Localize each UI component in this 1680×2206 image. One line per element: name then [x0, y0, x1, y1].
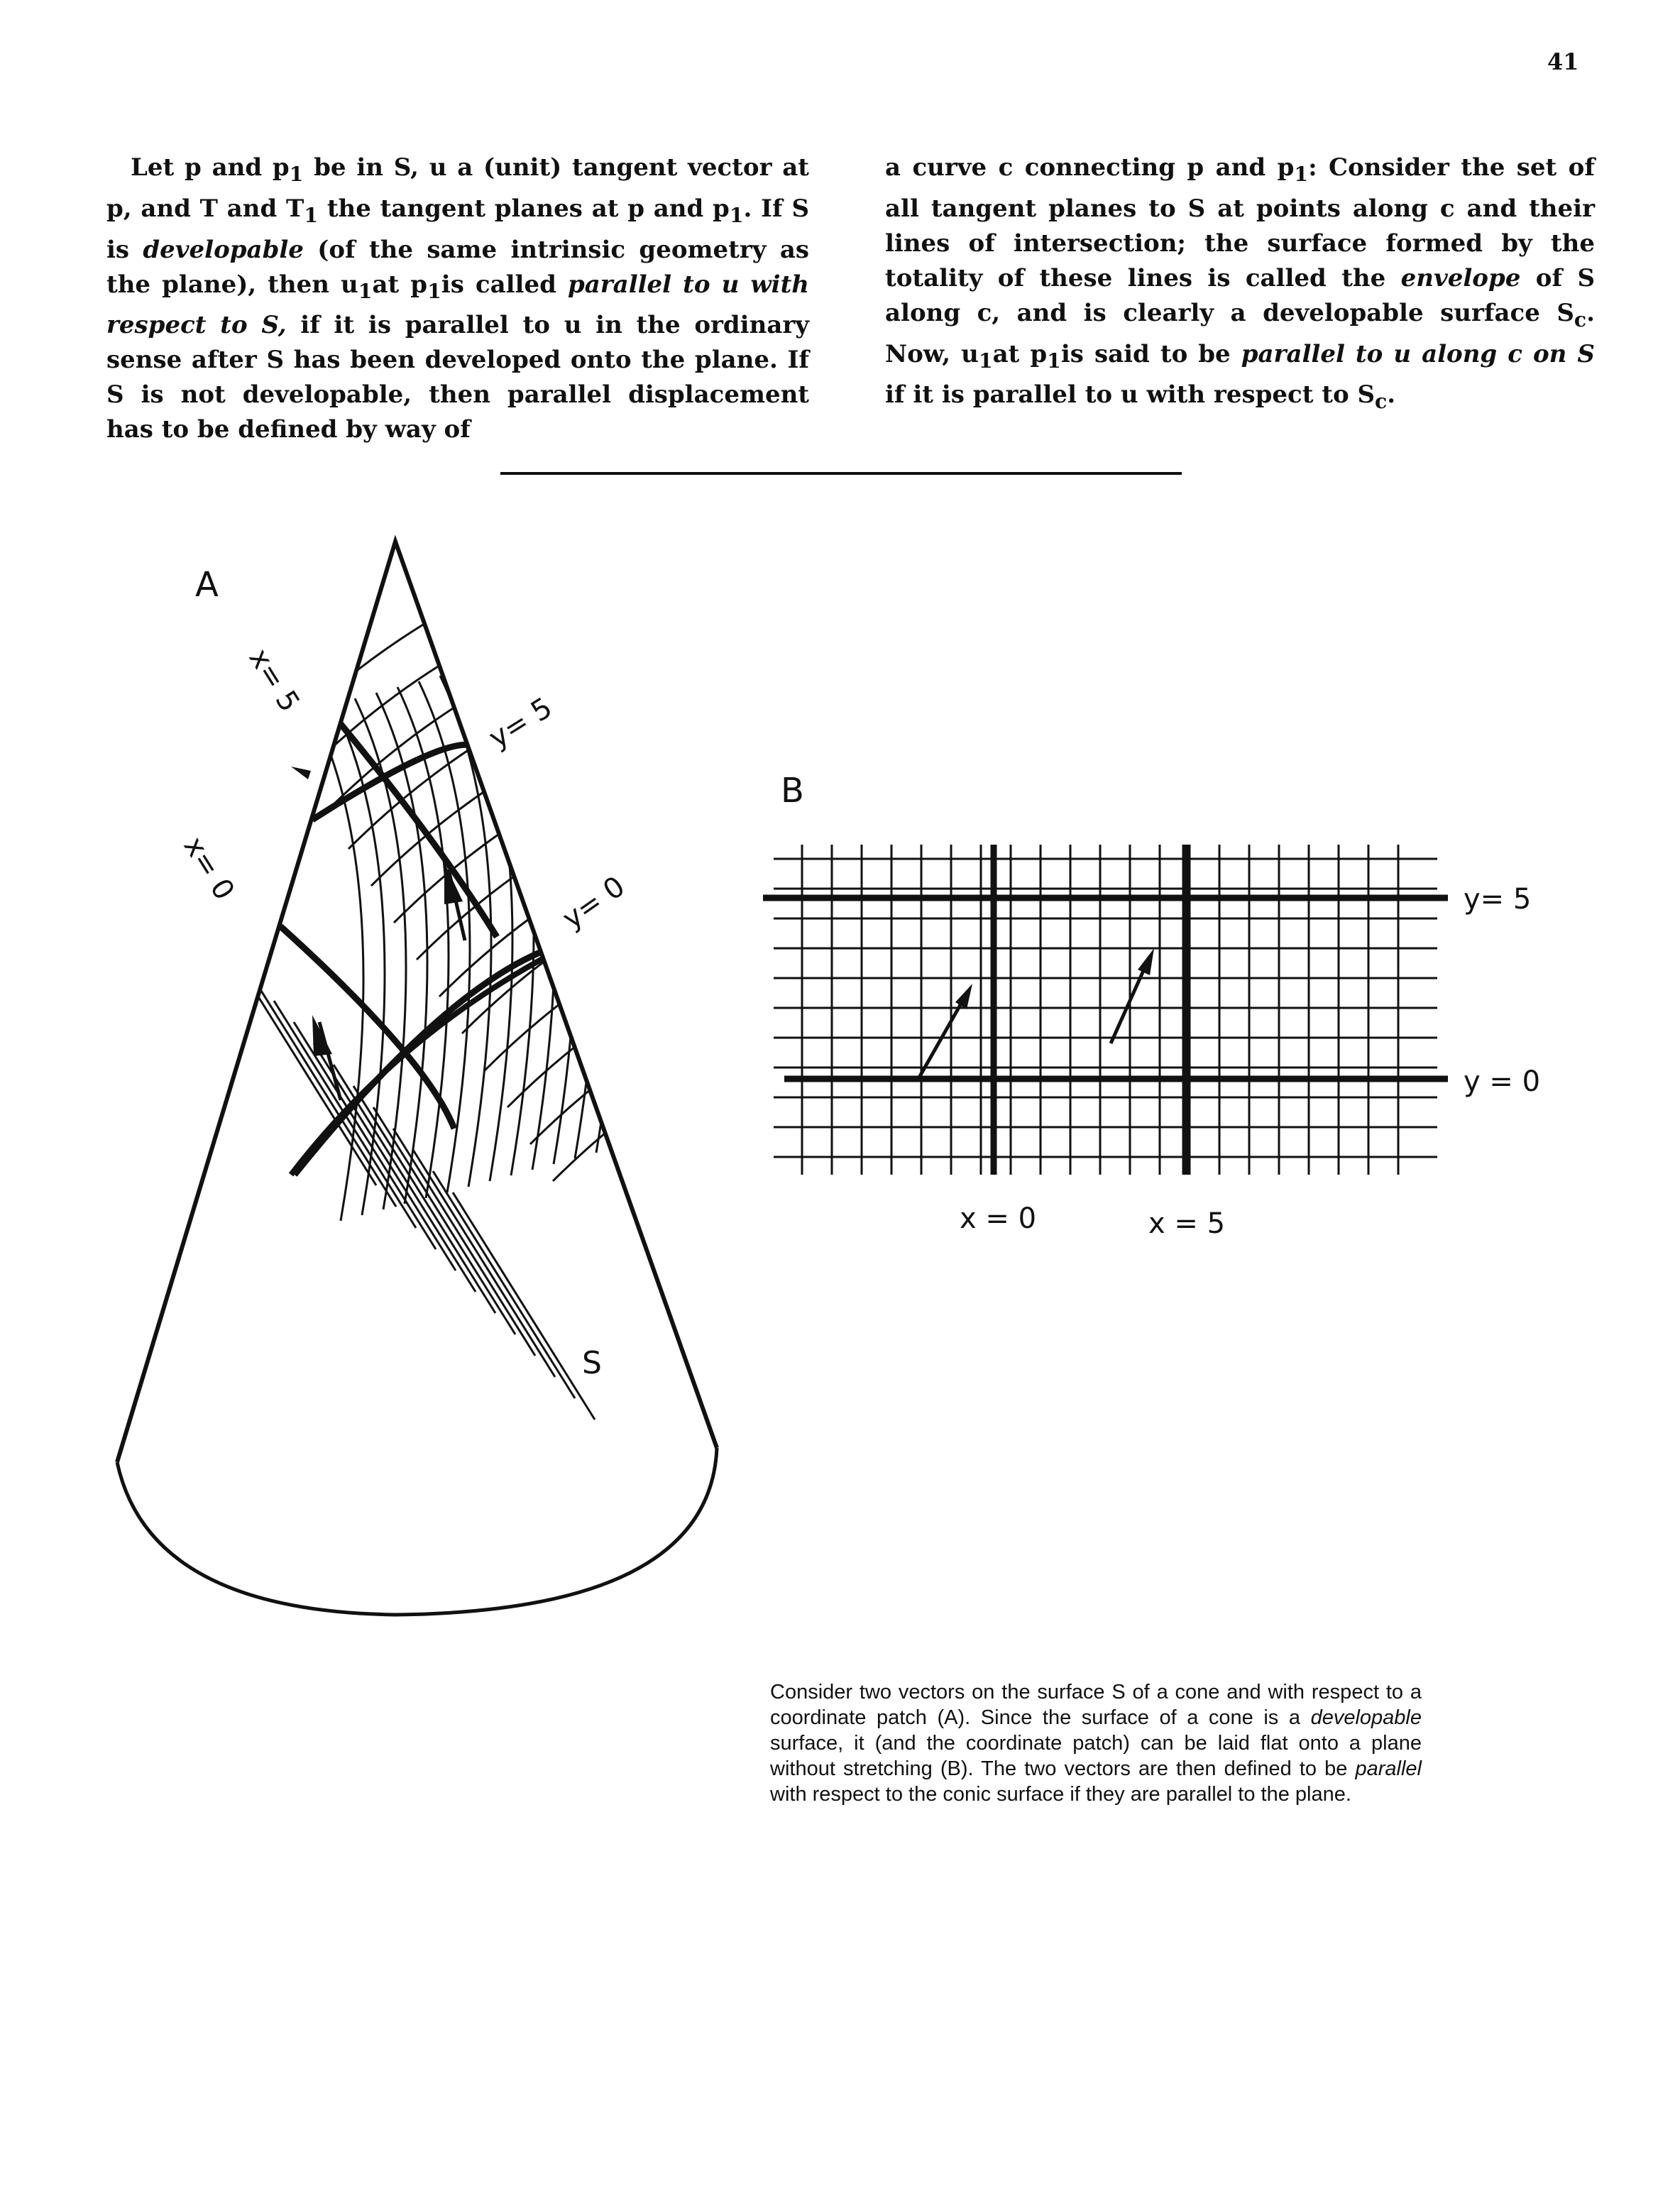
- subscript: 1: [978, 348, 993, 373]
- text-run: a curve c connecting p and p: [885, 153, 1295, 182]
- subscript: 1: [427, 278, 441, 303]
- text-run: Consider two vectors on the surface S of a cone and with respect to a coordinate patch (A). Since the surface of a cone is a: [770, 1681, 1422, 1729]
- patch-curve: [303, 605, 559, 775]
- patch-curve: [373, 1107, 515, 1334]
- text-run: with respect to the conic surface if they are parallel to the plane.: [770, 1783, 1351, 1806]
- emphasis: parallel: [1355, 1757, 1422, 1780]
- panel-label-a: A: [195, 565, 219, 605]
- label-y5-flat: y= 5: [1464, 883, 1532, 916]
- flat-vector-2: [1111, 948, 1154, 1043]
- patch-curve: [234, 958, 376, 1185]
- label-y0-cone: y= 0: [556, 869, 631, 936]
- emphasis: developable: [1310, 1706, 1422, 1729]
- text-run: .: [1387, 380, 1396, 410]
- patch-curve: [413, 1150, 555, 1377]
- text-run: is called: [441, 270, 568, 299]
- subscript: 1: [289, 161, 304, 186]
- subscript: 1: [1294, 161, 1309, 186]
- flat-vector-1: [919, 984, 972, 1077]
- emphasis: parallel to u with respect to S,: [106, 270, 809, 340]
- patch-curve: [453, 1192, 595, 1420]
- text-run: : Consider the set of all tangent planes to S at points along c and their lines of intersection; the surface formed by the totality of these lines is called the: [885, 153, 1595, 292]
- cone-base-curve: [117, 1448, 717, 1615]
- figure-caption: [770, 1679, 1422, 1807]
- text-run: if it is parallel to u with respect to S: [885, 380, 1376, 410]
- subscript: c: [1574, 307, 1587, 331]
- subscript: 1: [729, 202, 744, 227]
- emphasis: developable: [143, 235, 304, 264]
- subscript: 1: [358, 278, 373, 303]
- text-run: at p: [372, 270, 428, 299]
- text-run: at p: [992, 339, 1048, 368]
- label-x0-flat: x = 0: [960, 1202, 1037, 1235]
- label-x5-flat: x = 5: [1148, 1207, 1226, 1240]
- text-run: be in S, u a (unit) tangent vector at p, and T and T: [106, 153, 809, 223]
- text-run: is said to be: [1060, 339, 1241, 368]
- surface-label-s: S: [582, 1345, 602, 1381]
- label-x5-cone: x= 5: [242, 642, 307, 718]
- patch-curve: [485, 900, 740, 1070]
- text-run: . Now, u: [885, 298, 1595, 368]
- text-run: (of the same intrinsic geometry as the plane), then u: [106, 235, 809, 299]
- patch-curve: [353, 1086, 495, 1313]
- text-run: surface, it (and the coordinate patch) can be laid flat onto a plane without stretching (B). The two vectors are then defined to be: [770, 1732, 1422, 1780]
- page-number: 41: [1547, 48, 1579, 75]
- subscript: c: [1375, 389, 1388, 414]
- label-y5-cone: y= 5: [483, 691, 559, 755]
- text-run: if it is parallel to u in the ordinary sense after S has been developed onto the plane. If S is not developable, then parallel displacement has to be defined by way of: [106, 311, 810, 444]
- emphasis: envelope: [1400, 263, 1521, 292]
- subscript: 1: [304, 202, 319, 227]
- text-run: Let p and p: [131, 153, 290, 182]
- coordinate-patch: [234, 568, 808, 1420]
- text-run: . If S is: [106, 194, 809, 264]
- arrowhead-mark: [291, 767, 311, 779]
- text-run: the tangent planes at p and p: [318, 194, 730, 223]
- patch-curve: [433, 1171, 575, 1398]
- flat-grid-figure: [763, 771, 1540, 1240]
- text-run: of S along c, and is clearly a developable surface S: [885, 263, 1596, 327]
- label-y0-flat: y = 0: [1464, 1065, 1541, 1098]
- label-x0-cone: x= 0: [177, 830, 241, 906]
- emphasis: parallel to u along c on S: [1241, 339, 1595, 368]
- cone-figure: [117, 542, 808, 1615]
- subscript: 1: [1047, 348, 1061, 373]
- panel-label-b: B: [781, 771, 804, 811]
